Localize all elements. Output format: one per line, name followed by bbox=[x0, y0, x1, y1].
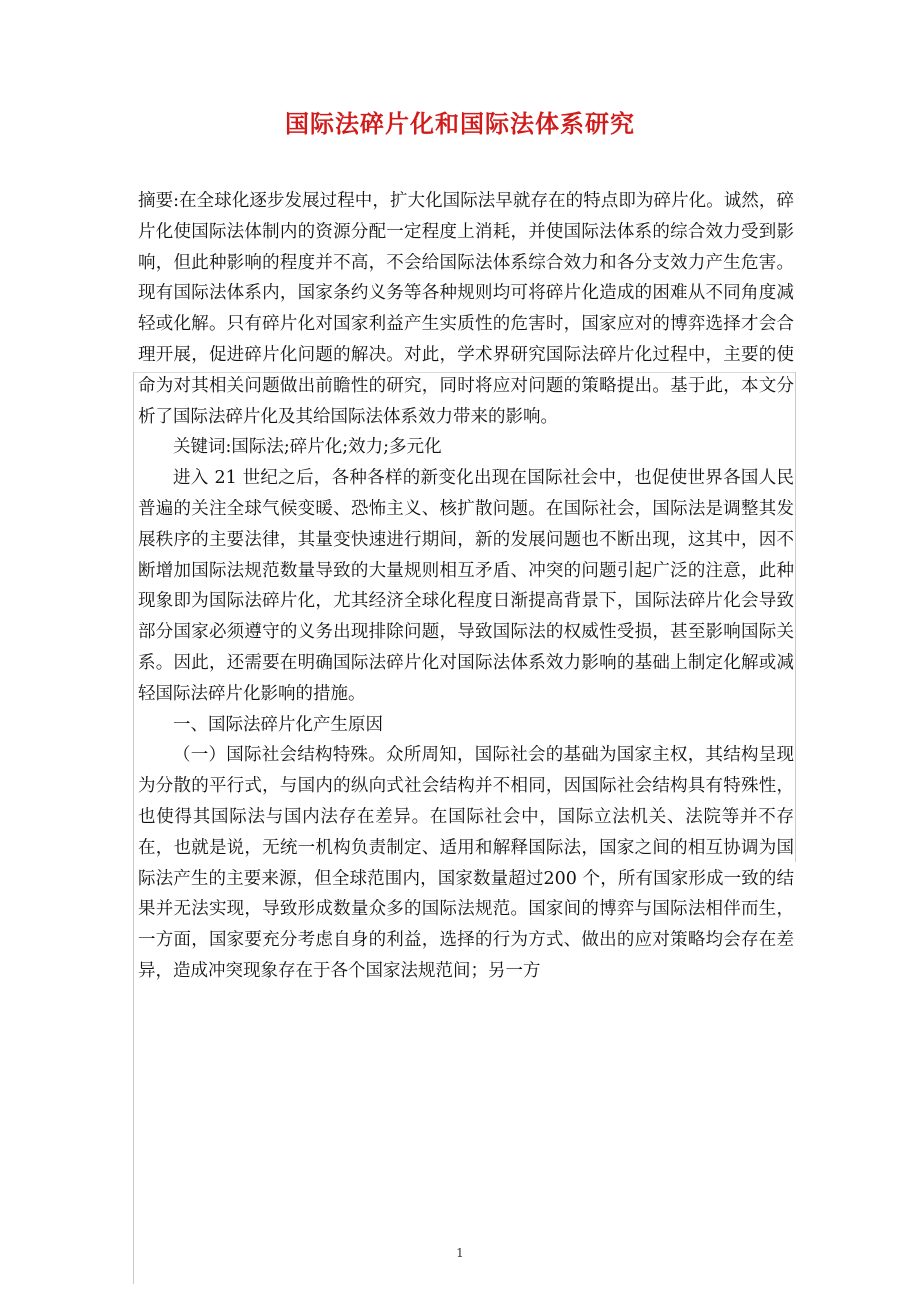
frame-line-right bbox=[795, 372, 796, 862]
keywords-paragraph: 关键词:国际法;碎片化;效力;多元化 bbox=[173, 437, 442, 458]
frame-line-left bbox=[133, 372, 134, 1284]
intro-paragraph: 进入 21 世纪之后，各种各样的新变化出现在国际社会中，也促使世界各国人民普遍的关注全球气候变暖、恐怖主义、核扩散问题。在国际社会，国际法是调整其发展秩序的主要法律，其量变快速进行期间，新的发展问题也不断出现，这其中，因不断增加国际法规范数量导致的大量规则相互矛盾、冲突的问题引起广泛的注意，此种现象即为国际法碎片化，尤其经济全球化程度日渐提高背景下，国际法碎片化会导致部分国家必须遵守的义务出现排除问题，导致国际法的权威性受损，甚至影响国际关系。因此，还需要在明确国际法碎片化对国际法体系效力影响的基础上制定化解或减轻国际法碎片化影响的措施。 bbox=[138, 468, 794, 704]
document-body bbox=[138, 186, 794, 987]
document-title: 国际法碎片化和国际法体系研究 bbox=[285, 110, 635, 138]
section-heading: 一、国际法碎片化产生原因 bbox=[173, 714, 383, 735]
abstract-paragraph: 摘要:在全球化逐步发展过程中，扩大化国际法早就存在的特点即为碎片化。诚然，碎片化使国际法体制内的资源分配一定程度上消耗，并使国际法体系的综合效力受到影响，但此种影响的程度并不高，不会给国际法体系综合效力和各分支效力产生危害。现有国际法体系内，国家条约义务等各种规则均可将碎片化造成的困难从不同角度减轻或化解。只有碎片化对国家利益产生实质性的危害时，国家应对的博弈选择才会合理开展，促进碎片化问题的解决。对此，学术界研究国际法碎片化过程中，主要的使命为对其相关问题做出前瞻性的研究，同时将应对问题的策略提出。基于此，本文分析了国际法碎片化及其给国际法体系效力带来的影响。 bbox=[138, 191, 794, 427]
subsection-paragraph: （一）国际社会结构特殊。众所周知，国际社会的基础为国家主权，其结构呈现为分散的平行式，与国内的纵向式社会结构并不相同，因国际社会结构具有特殊性，也使得其国际法与国内法存在差异。在国际社会中，国际立法机关、法院等并不存在，也就是说，无统一机构负责制定、适用和解释国际法，国家之间的相互协调为国际法产生的主要来源，但全球范围内，国家数量超过200 个，所有国家形成一致的结果并无法实现，导致形成数量众多的国际法规范。国家间的博弈与国际法相伴而生，一方面，国家要充分考虑自身的利益，选择的行为方式、做出的应对策略均会存在差异，造成冲突现象存在于各个国家法规范间；另一方 bbox=[138, 745, 794, 981]
page-number: 1 bbox=[456, 1246, 464, 1260]
